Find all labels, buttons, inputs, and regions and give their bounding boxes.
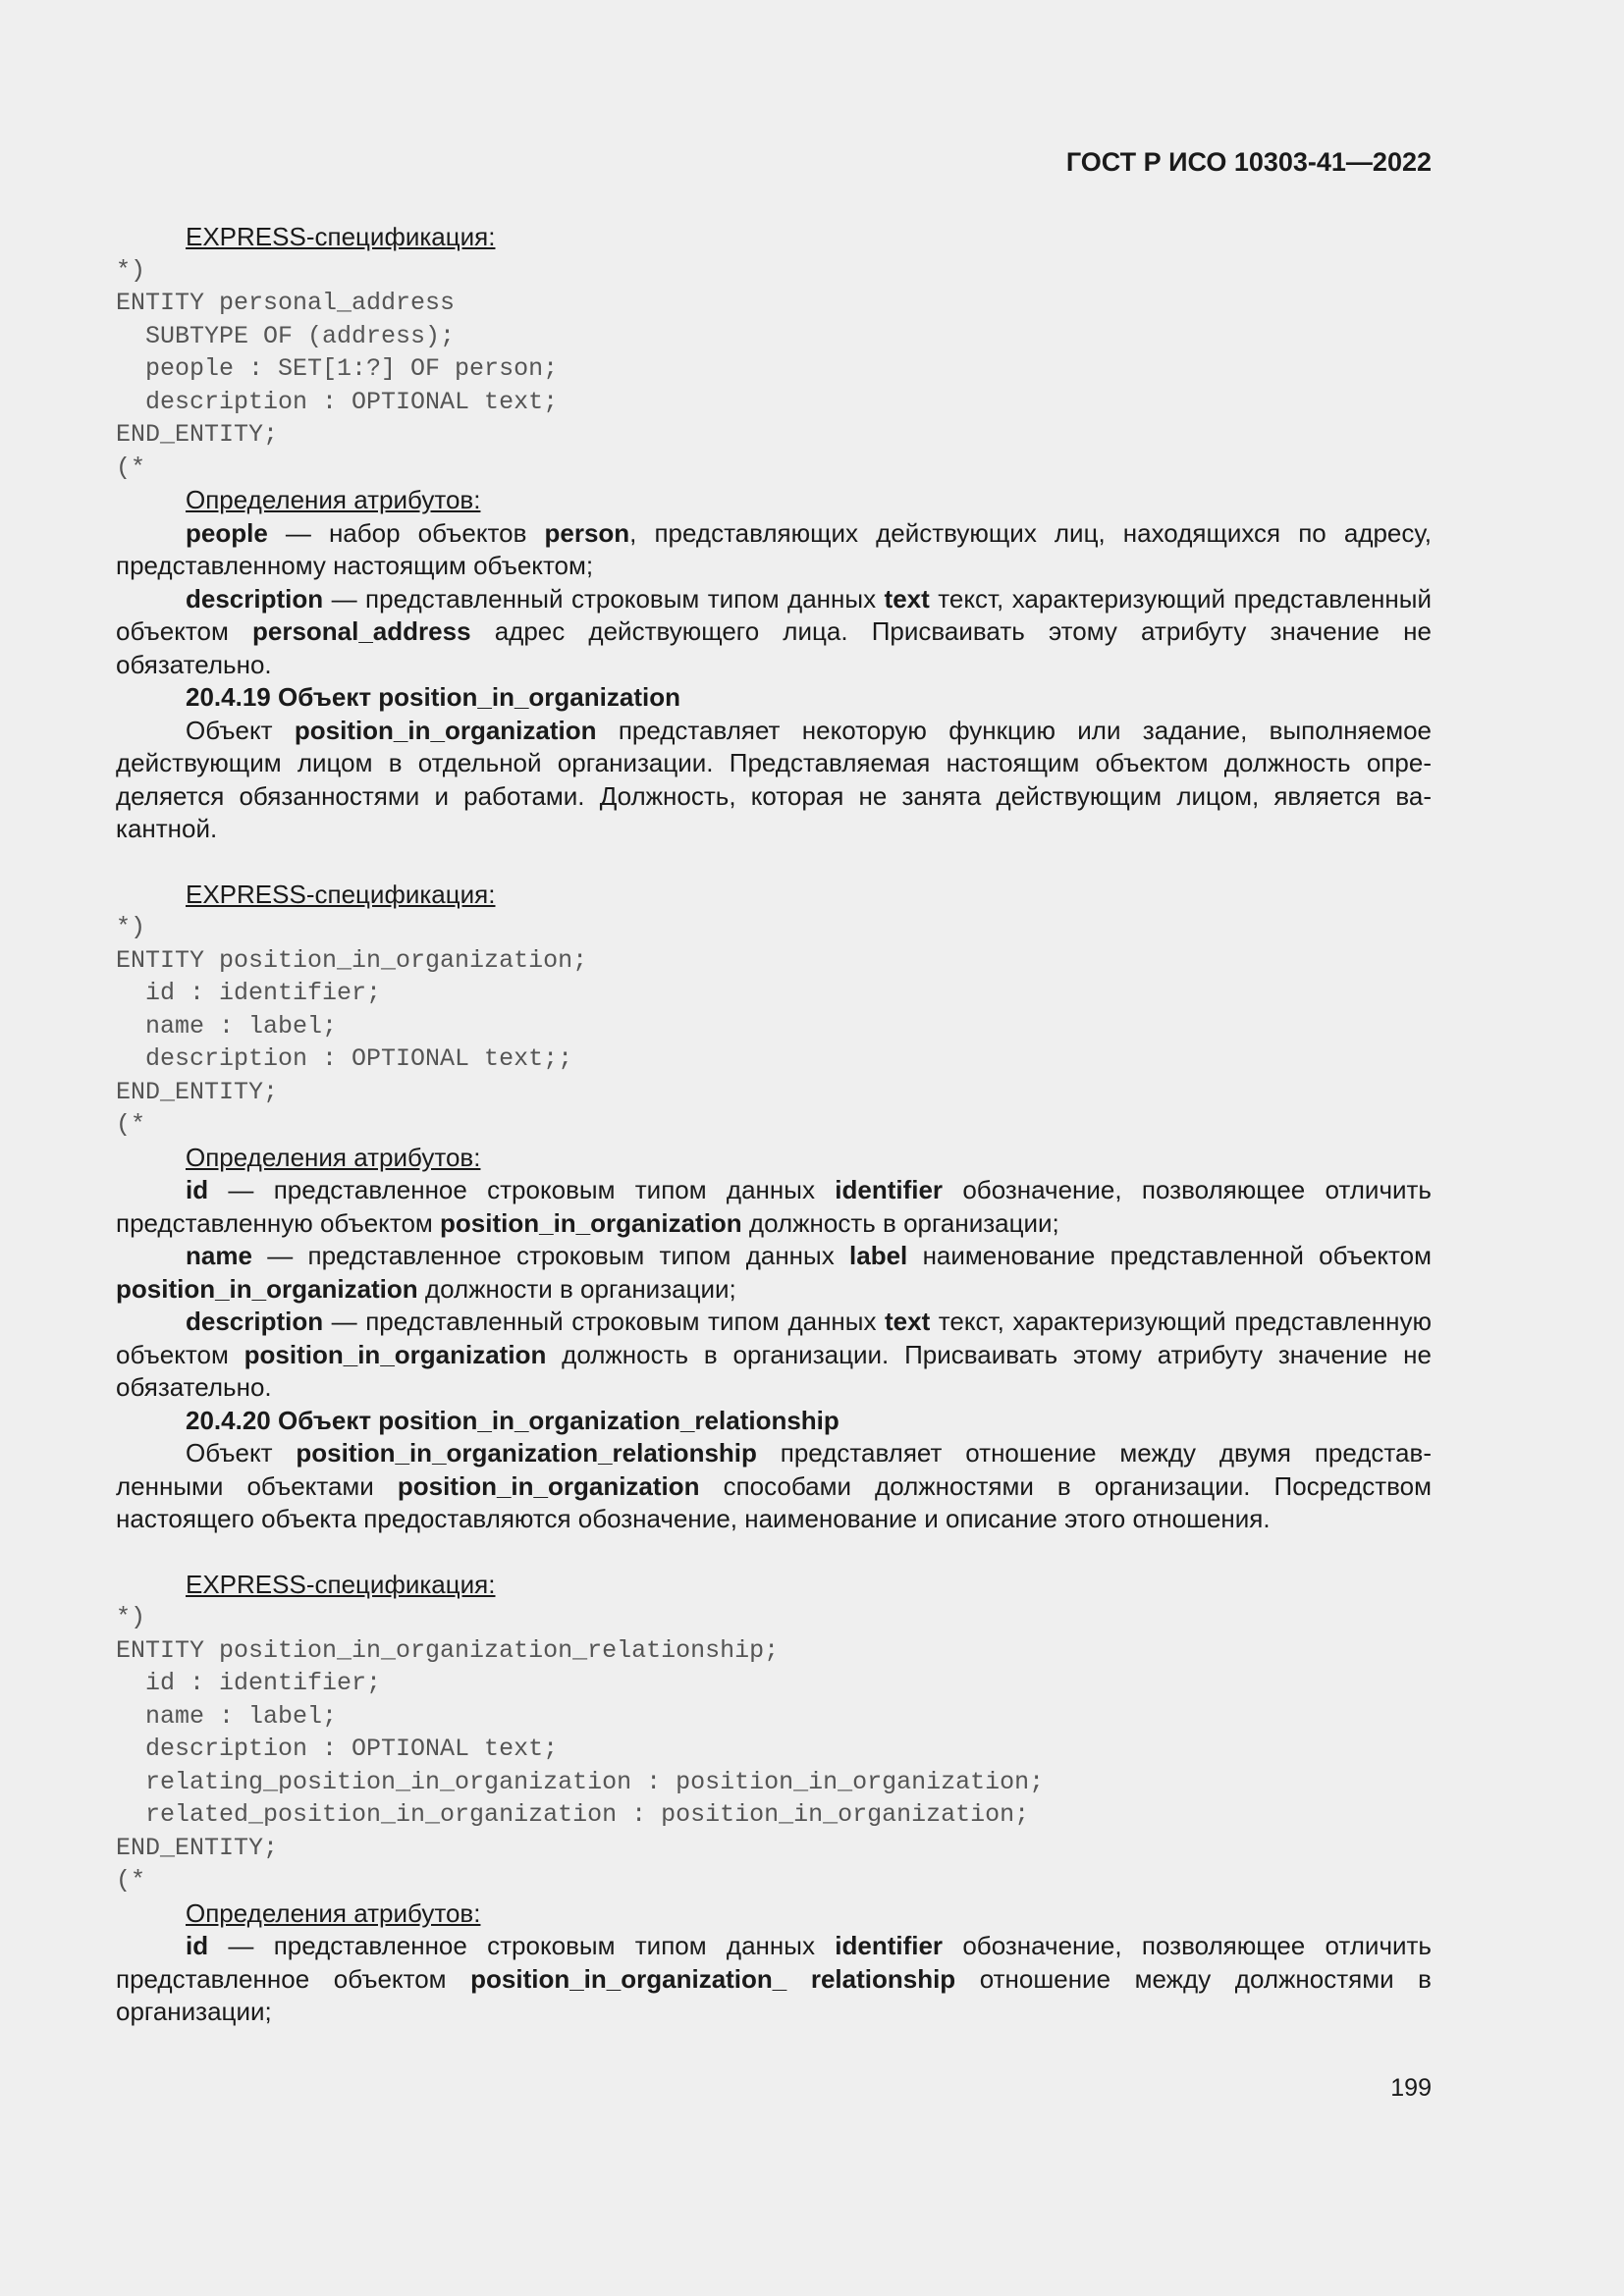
attr-term: description <box>186 583 324 614</box>
express-spec-label: EXPRESS-спецификация: <box>186 879 496 909</box>
express-code-personal-address: *) ENTITY personal_address SUBTYPE OF (address); people : SET[1:?] OF person; description : OPTIONAL text; END_ENTITY; (* <box>116 255 559 482</box>
attr-def-description: description — представленный строковым типом данных text текст, характеризующий представленный объектом personal_address адрес действующего лица. Присваивать этому атрибуту значение не обязательно. <box>116 583 1432 679</box>
attr-def-id: id — представленное строковым типом данных identifier обозначение, позволяющее отличить представленное объектом position_in_organization_ relationship отношение между должностями в организации; <box>116 1931 1432 2026</box>
express-code-position-in-organization: *) ENTITY position_in_organization; id : identifier; name : label; description : OPTIONAL text;; END_ENTITY; (* <box>116 913 588 1139</box>
attr-term: id <box>186 1175 209 1204</box>
express-spec-label: EXPRESS-спецификация: <box>186 222 496 251</box>
page-content <box>116 221 1432 2029</box>
express-spec-label: EXPRESS-спецификация: <box>186 1569 496 1599</box>
attr-def-people: people — набор объектов person, представляющих действующих лиц, находящихся по адресу, представленному настоящим объектом; <box>116 517 1432 580</box>
attr-term: id <box>186 1931 209 1960</box>
express-code-position-relationship: *) ENTITY position_in_organization_relationship; id : identifier; name : label; description : OPTIONAL text; relating_position_in_organization : position_in_organization; related_position_in_organization : position_in_organization; END_ENTITY; (* <box>116 1603 1045 1895</box>
attr-defs-label: Определения атрибутов: <box>186 1142 481 1172</box>
standard-header: ГОСТ Р ИСО 10303-41—2022 <box>1065 147 1432 177</box>
attr-def-description: description — представленный строковым типом данных text текст, характеризующий представленную объектом position_in_organization должность в организации. Присваивать этому атрибуту значение не обязательно. <box>116 1307 1433 1402</box>
attr-defs-label: Определения атрибутов: <box>186 485 481 514</box>
section-paragraph: Объект position_in_organization_relationship представляет отношение между двумя представленными объектами position_in_organization способами должностями в организации. Посредством настоящего объекта предоставляются обозначение, наименование и описание этого отношения. <box>116 1438 1432 1533</box>
section-paragraph: Объект position_in_organization представляет некоторую функцию или задание, выполняемое действующим лицом в отдельной организации. Представляемая настоящим объектом должность определяется обязанностями и работами. Должность, которая не занята действующим лицом, является вакантной. <box>116 715 1432 843</box>
section-heading-20-4-20: 20.4.20 Объект position_in_organization_relationship <box>186 1405 839 1435</box>
attr-def-id: id — представленное строковым типом данных identifier обозначение, позволяющее отличить представленную объектом position_in_organization должность в организации; <box>116 1175 1432 1238</box>
attr-term: description <box>186 1307 324 1336</box>
attr-def-name: name — представленное строковым типом данных label наименование представленной объектом position_in_organization должности в организации; <box>116 1241 1433 1304</box>
attr-term: name <box>186 1241 252 1270</box>
attr-term: people <box>186 517 268 548</box>
section-heading-20-4-19: 20.4.19 Объект position_in_organization <box>186 682 680 712</box>
attr-defs-label: Определения атрибутов: <box>186 1897 481 1928</box>
page-number: 199 <box>1390 2074 1432 2102</box>
